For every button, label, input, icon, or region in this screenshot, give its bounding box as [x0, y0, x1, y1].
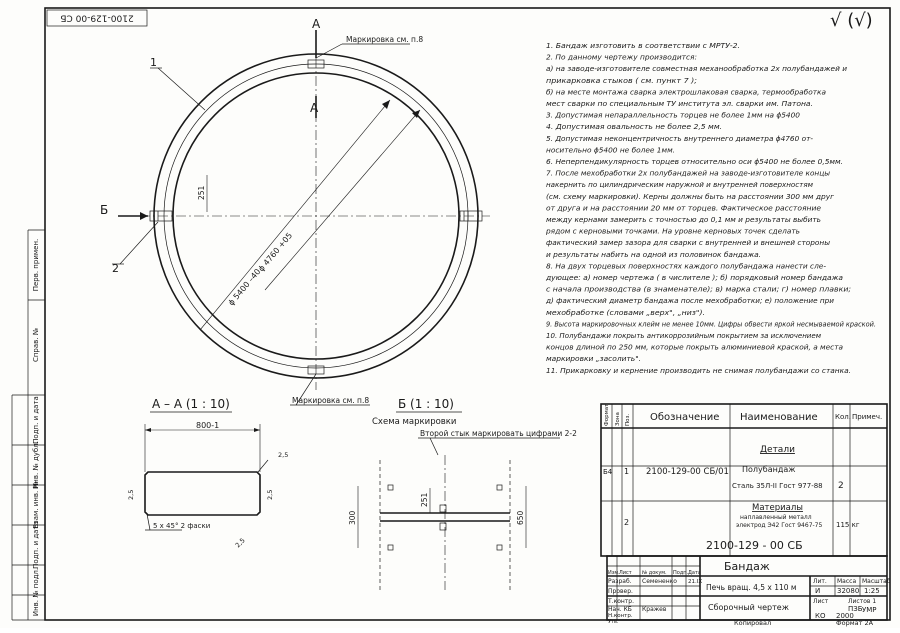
title-col-scale: Масштаб	[862, 578, 891, 585]
dim-inner: ϕ 4760 +05	[256, 231, 295, 274]
note-line: 9. Высота маркировочных клейм не менее 10мм. Цифры обвести яркой несмываемой краской.	[546, 319, 876, 329]
title-role-sign: Подп.	[673, 570, 689, 576]
spec-materials-qty: 115 кг	[836, 521, 860, 529]
spec-row-pos: 1	[624, 467, 630, 476]
dim-line-inner	[265, 110, 420, 290]
title-nach-name: Кражев	[642, 606, 667, 613]
spec-head-format: Формат	[604, 403, 610, 426]
spec-section-materials: Материалы	[752, 503, 803, 513]
spec-head-pos: Поз.	[625, 413, 631, 426]
view-b	[348, 397, 577, 590]
strip-label-orig: Инв. № подл.	[32, 567, 40, 617]
title-format: Формат 2А	[836, 619, 874, 627]
note-line: фактический замер зазора для сварки с внутренней и внешней стороны	[546, 238, 831, 248]
note-line: 4. Допустимая овальность не более 2,5 мм.	[546, 122, 722, 132]
strip-label-replace: Взам. инв. №	[32, 481, 40, 529]
spec-head-zone: Зона	[615, 412, 621, 426]
dim-line-outer	[200, 100, 390, 330]
view-b-subtitle: Схема маркировки	[372, 417, 457, 427]
stamp-top: 2100-129-00 СБ	[60, 12, 134, 23]
title-sheet-label: Лист	[813, 598, 829, 605]
note-line: рядом с керновыми точками. На уровне керновых точек сделать	[545, 226, 800, 236]
title-role-list: Лист	[619, 570, 632, 576]
note-line: 2. По данному чертежу производится:	[546, 52, 697, 62]
spec-head-note: Примеч.	[852, 413, 883, 421]
item-callout-2: 2	[112, 262, 119, 275]
note-line: прикарковка стыков ( см. пункт 7 );	[546, 75, 697, 85]
note-line: мехобработке (словами „верх", „низ").	[546, 307, 705, 317]
title-org-4: УМР	[862, 606, 877, 614]
note-line: 11. Прикарковку и кернение производить не снимая полубандажи со станка.	[546, 365, 851, 375]
title-subtitle-1: Печь вращ. 4,5 х 110 м	[706, 583, 797, 592]
title-sheets-label: Листов 1	[848, 598, 877, 605]
title-org-3: 2000	[836, 612, 854, 620]
title-mass: 32080	[837, 587, 860, 595]
title-razrab: Разраб.	[608, 578, 632, 585]
dim-251: 251	[197, 185, 206, 200]
spec-row-qty: 2	[838, 481, 844, 491]
spec-head-name: Наименование	[740, 412, 818, 423]
title-role-izm: Изм.	[608, 570, 620, 576]
spec-materials-1: наплавленный металл	[740, 514, 812, 521]
spec-head-designation: Обозначение	[650, 412, 720, 423]
title-designation: 2100-129 - 00 СБ	[706, 539, 803, 552]
note-line: дующее: а) номер чертежа ( в числителе ); б) порядковый номер бандажа	[544, 273, 844, 282]
roughness-left: 2,5	[127, 489, 135, 500]
spec-row-designation: 2100-129-00 СБ/01	[646, 467, 729, 477]
dim-outer: ϕ 5400 –40	[226, 267, 263, 308]
strip-label-reference: Справ. №	[32, 327, 40, 363]
note-line: д) фактический диаметр бандажа после мехобработки; е) положение при	[545, 296, 835, 306]
title-copied: Копировал	[734, 619, 772, 627]
spec-section-details: Детали	[760, 445, 795, 455]
view-b-dim-251: 251	[420, 492, 429, 507]
spec-row-name-1: Полубандаж	[742, 465, 796, 474]
marking-label-top: Маркировка см. п.8	[346, 35, 424, 44]
title-lit-value: И	[815, 587, 821, 595]
section-title: А – А (1 : 10)	[152, 397, 230, 411]
note-line: с начала производства (в знаменателе); в) марка стали; г) номер плавки;	[546, 284, 851, 294]
roughness-bottom: 2,5	[233, 536, 247, 550]
ring-view	[100, 17, 490, 405]
spec-pos-2: 2	[624, 518, 630, 527]
item-callout-1: 1	[150, 56, 157, 69]
section-view	[127, 397, 288, 549]
note-line: мест сварки по специальным ТУ института эл. сварки им. Патона.	[546, 99, 813, 108]
title-razrab-date: 21.IX	[688, 579, 703, 585]
title-subtitle-2: Сборочный чертеж	[708, 603, 789, 612]
title-utv: Утв.	[608, 619, 619, 625]
note-line: 3. Допустимая непараллельность торцев не более 1мм на ϕ5400	[546, 110, 801, 120]
note-line: маркировки „засолить".	[546, 354, 641, 364]
note-line: б) на месте монтажа сварка электрошлаковая сварка, термообработка	[546, 87, 827, 97]
title-name: Бандаж	[724, 560, 770, 573]
spec-table	[601, 403, 887, 556]
view-b-title: Б (1 : 10)	[398, 397, 454, 411]
note-line: а) на заводе-изготовителе совместная механообработка 2х полубандажей и	[546, 64, 848, 74]
strip-label-dupl: Инв. № дубл.	[32, 441, 40, 489]
note-line: (см. схему маркировки). Керны должны быть на расстоянии 300 мм друг	[546, 191, 835, 201]
title-role-date: Дата	[688, 570, 701, 576]
title-nkontr: Н.контр.	[608, 613, 633, 619]
chamfer-label: 5 х 45° 2 фаски	[153, 522, 211, 530]
strip-label-sign-date: Подп. и дата	[32, 396, 40, 444]
section-width: 800-1	[196, 421, 220, 430]
note-line: от друга и на расстоянии 20 мм от торцев. Фактическое расстояние	[546, 203, 822, 213]
title-block	[607, 539, 891, 627]
note-line: накернить по цилиндрическим наружной и внутренней поверхностям	[546, 180, 814, 190]
spec-row-format: Б4	[603, 468, 613, 476]
title-tkontr: Т.контр.	[608, 598, 635, 605]
title-col-lit: Лит.	[813, 578, 827, 585]
title-nach: Нач. КБ	[608, 606, 632, 613]
view-b-note: Второй стык маркировать цифрами 2-2	[420, 429, 577, 438]
note-line: 7. После мехобработки 2х полубандажей на заводе-изготовителе концы	[546, 168, 831, 178]
section-letter-bottom: А	[310, 101, 319, 115]
title-org-2: КО	[815, 612, 826, 620]
strip-label-first-use: Перв. примен.	[32, 238, 40, 292]
view-b-dim-650: 650	[516, 510, 525, 525]
title-prover: Провер.	[608, 588, 633, 595]
view-letter-b: Б	[100, 203, 109, 217]
strip-label-sign-date-2: Подп. и дата	[32, 521, 40, 569]
note-line: между кернами замерить с точностью до 0,1 мм и результаты выбить	[546, 215, 821, 224]
note-line: и результаты набить на одной из половинок бандажа.	[546, 249, 761, 259]
spec-row-name-2: Сталь 35Л-II Гост 977-88	[732, 482, 823, 490]
note-line: носительно ϕ5400 не более 1мм.	[546, 145, 675, 155]
view-b-dim-300: 300	[348, 510, 357, 525]
marking-label-bottom: Маркировка см. п.8	[292, 396, 370, 405]
note-line: 5. Допустимая неконцентричность внутреннего диаметра ϕ4760 от-	[546, 133, 814, 143]
title-org-1: ПЗБ	[848, 605, 863, 613]
roughness-right: 2,5	[266, 489, 274, 500]
technical-notes	[545, 41, 876, 375]
roughness-top: 2,5	[278, 451, 289, 459]
title-role-doc: № докум.	[642, 570, 667, 576]
note-line: концов длиной по 250 мм, которые покрыть алюминиевой краской, а места	[546, 342, 844, 352]
note-line: 6. Неперпендикулярность торцев относительно оси ϕ5400 не более 0,5мм.	[546, 157, 843, 166]
title-col-mass: Масса	[837, 578, 857, 585]
title-scale: 1:25	[864, 587, 880, 595]
section-letter-top: А	[312, 17, 321, 31]
note-line: 10. Полубандажи покрыть антикоррозийным покрытием за исключением	[546, 331, 822, 340]
section-hatched-body	[145, 472, 260, 515]
note-line: 8. На двух торцевых поверхностях каждого полубандажа нанести сле-	[546, 261, 827, 271]
title-razrab-name: Семененко	[642, 578, 677, 585]
check-mark: √ (√)	[830, 10, 873, 31]
spec-materials-2: электрод Э42 Гост 9467-75	[736, 522, 823, 529]
spec-head-qty: Кол.	[835, 413, 851, 421]
note-line: 1. Бандаж изготовить в соответствии с МРТУ-2.	[546, 41, 740, 50]
